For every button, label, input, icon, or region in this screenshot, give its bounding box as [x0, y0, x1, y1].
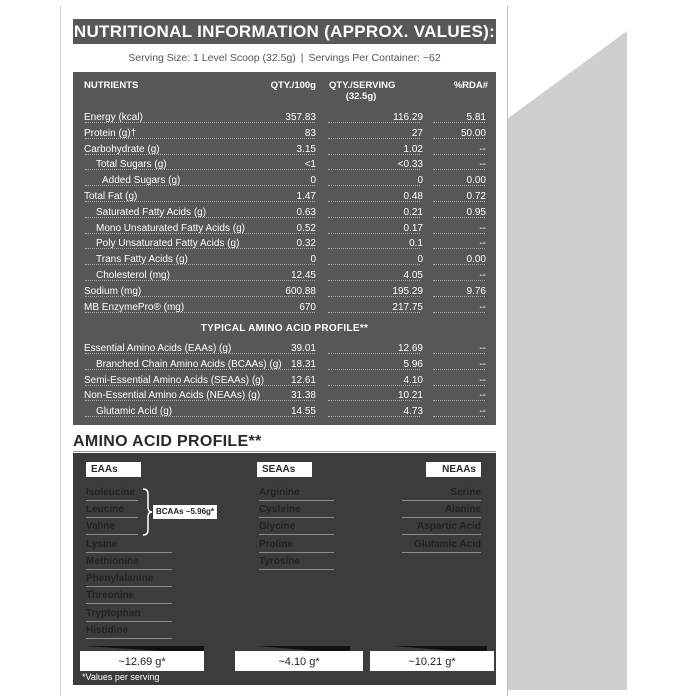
seaa-item: Glycine	[259, 520, 334, 535]
qty-per-100g: 0	[310, 175, 316, 187]
leader-dots	[433, 385, 485, 386]
nutrient-label: Mono Unsaturated Fatty Acids (g)	[96, 222, 245, 234]
leader-dots	[328, 248, 420, 249]
qty-per-100g: 0.32	[296, 238, 316, 250]
rda-percent: --	[479, 159, 486, 171]
header-nutrients: NUTRIENTS	[84, 80, 139, 91]
qty-per-100g: 0.63	[296, 206, 316, 218]
qty-per-serving: 0	[417, 175, 423, 187]
nutrient-row	[73, 174, 496, 190]
leader-dots	[433, 416, 485, 417]
nutrient-label: Energy (kcal)	[84, 112, 143, 123]
servings-per-container: Servings Per Container: ~62	[308, 52, 441, 64]
leader-dots	[433, 233, 485, 234]
nutrient-row	[73, 358, 496, 374]
neaa-item: Aspartic Acid	[402, 520, 481, 535]
nutrient-label: Added Sugars (g)	[102, 175, 181, 187]
nutrient-label: Non-Essential Amino Acids (NEAAs) (g)	[84, 390, 261, 402]
footnote: *Values per serving	[82, 672, 160, 682]
leader-dots	[328, 264, 420, 265]
bcaa-brace-icon	[141, 488, 153, 536]
nutrient-row	[73, 253, 496, 269]
nutrient-row	[73, 301, 496, 317]
qty-per-100g: 12.61	[290, 374, 316, 386]
seaa-item: Cysteine	[259, 503, 334, 518]
rda-percent: --	[479, 374, 486, 386]
nutrient-label: Cholesterol (mg)	[96, 270, 170, 281]
seaas-column-head: SEAAs	[257, 462, 312, 477]
qty-per-serving: <0.33	[397, 159, 423, 171]
rda-percent: --	[479, 390, 486, 402]
seaas-total: ~4.10 g*	[235, 651, 363, 671]
rda-percent: --	[479, 358, 486, 370]
eaa-item: Valine	[86, 520, 138, 535]
qty-per-serving: 4.10	[403, 374, 423, 386]
side-wedge-shape	[507, 31, 627, 690]
amino-profile-subheading: TYPICAL AMINO ACID PROFILE**	[200, 323, 369, 334]
qty-per-100g: 14.55	[290, 406, 316, 418]
leader-dots	[328, 185, 420, 186]
leader-dots	[433, 154, 485, 155]
qty-per-serving: 5.96	[403, 358, 423, 370]
nutrient-label: MB EnzymePro® (mg)	[84, 301, 185, 313]
eaas-total: ~12.69 g*	[80, 651, 204, 671]
rda-percent: --	[479, 270, 486, 281]
qty-per-100g: 31.38	[290, 390, 316, 402]
bcaa-note: BCAAs ~5.96g*	[153, 505, 217, 519]
qty-per-100g: <1	[304, 159, 316, 171]
qty-per-serving: 10.21	[397, 390, 423, 402]
serving-size: Serving Size: 1 Level Scoop (32.5g)	[128, 52, 296, 64]
eaa-item: Tryptophan	[86, 607, 172, 622]
qty-per-serving: 0	[417, 254, 423, 266]
nutrient-row	[73, 269, 496, 285]
nutrient-row	[73, 374, 496, 390]
header-qty-serving-line2: (32.5g)	[345, 91, 377, 102]
nutrient-row	[73, 158, 496, 174]
neaas-column-head: NEAAs	[426, 462, 481, 477]
nutrient-row	[73, 237, 496, 253]
nutrition-title: NUTRITIONAL INFORMATION (APPROX. VALUES):	[73, 19, 496, 44]
nutrient-row	[73, 143, 496, 159]
leader-dots	[433, 280, 485, 281]
qty-per-100g: 83	[304, 127, 316, 139]
qty-per-100g: 600.88	[285, 285, 316, 297]
header-rda: %RDA#	[453, 80, 488, 91]
qty-per-serving: 4.73	[403, 406, 423, 418]
rda-percent: 9.76	[466, 285, 486, 297]
eaa-item: Threonine	[86, 589, 172, 604]
nutrient-label: Sodium (mg)	[84, 285, 142, 297]
header-qty-100g: QTY./100g	[270, 80, 316, 91]
qty-per-serving: 0.17	[403, 222, 423, 234]
rda-percent: --	[479, 406, 486, 418]
neaas-total: ~10.21 g*	[370, 651, 494, 671]
neaa-item: Alanine	[402, 503, 481, 518]
seaa-item: Proline	[259, 538, 334, 553]
nutrient-label: Essential Amino Acids (EAAs) (g)	[84, 343, 232, 354]
qty-per-100g: 1.47	[296, 191, 316, 202]
nutrient-row	[73, 111, 496, 127]
seaa-item: Arginine	[259, 486, 334, 501]
rda-percent: 5.81	[466, 112, 486, 123]
nutrient-label: Glutamic Acid (g)	[96, 406, 173, 418]
rda-percent: --	[479, 222, 486, 234]
qty-per-100g: 0.52	[296, 222, 316, 234]
qty-per-100g: 0	[310, 254, 316, 266]
eaas-column-head: EAAs	[86, 462, 141, 477]
nutrient-row	[73, 222, 496, 238]
qty-per-serving: 27	[411, 127, 423, 139]
eaa-item: Histidine	[86, 624, 172, 639]
neaa-item: Glutamic Acid	[402, 538, 481, 553]
qty-per-serving: 4.05	[403, 270, 423, 281]
serving-separator: |	[300, 52, 304, 64]
rda-percent: 0.00	[466, 254, 486, 266]
rda-percent: 50.00	[460, 127, 486, 139]
nutrient-row	[73, 405, 496, 421]
qty-per-serving: 116.29	[393, 112, 423, 123]
leader-dots	[433, 248, 485, 249]
qty-per-serving: 195.29	[392, 285, 423, 297]
qty-per-serving: 0.1	[409, 238, 423, 250]
heading-rule	[73, 451, 496, 452]
serving-info	[73, 50, 496, 66]
leader-dots	[328, 138, 420, 139]
neaa-item: Serine	[402, 486, 481, 501]
qty-per-serving: 1.02	[403, 143, 423, 155]
nutrient-row	[73, 206, 496, 222]
header-qty-serving-line1: QTY./SERVING	[329, 80, 396, 91]
amino-acid-profile-heading: AMINO ACID PROFILE**	[73, 433, 262, 450]
qty-per-100g: 357.83	[285, 112, 316, 123]
nutrient-row	[73, 389, 496, 405]
rda-percent: 0.00	[466, 175, 486, 187]
nutrition-table	[73, 72, 496, 425]
nutrient-row	[73, 127, 496, 143]
nutrient-label: Total Fat (g)	[84, 191, 138, 202]
eaa-item: Isoleucine	[86, 486, 138, 501]
nutrient-label: Semi-Essential Amino Acids (SEAAs) (g)	[84, 374, 265, 386]
nutrient-label: Trans Fatty Acids (g)	[96, 254, 188, 266]
qty-per-100g: 39.01	[290, 343, 316, 354]
eaa-item: Lysine	[86, 538, 172, 553]
qty-per-100g: 12.45	[290, 270, 316, 281]
nutrient-label: Poly Unsaturated Fatty Acids (g)	[96, 238, 240, 250]
rda-percent: --	[479, 301, 486, 313]
eaa-item: Leucine	[86, 503, 138, 518]
seaa-item: Tyrosine	[259, 555, 334, 570]
rda-percent: --	[479, 343, 486, 354]
nutrient-row	[73, 285, 496, 301]
header-qty-serving	[329, 80, 396, 102]
nutrient-label: Protein (g)†	[84, 127, 137, 139]
eaa-item: Methionine	[86, 555, 172, 570]
qty-per-serving: 0.48	[403, 191, 423, 202]
qty-per-100g: 670	[299, 301, 316, 313]
qty-per-100g: 18.31	[290, 358, 316, 370]
nutrient-label: Saturated Fatty Acids (g)	[96, 206, 207, 218]
rda-percent: --	[479, 143, 486, 155]
leader-dots	[433, 169, 485, 170]
qty-per-serving: 12.69	[397, 343, 423, 354]
nutrient-row	[73, 190, 496, 206]
nutrient-row	[73, 342, 496, 358]
leader-dots	[433, 312, 485, 313]
nutrient-label: Total Sugars (g)	[96, 159, 167, 171]
eaa-item: Phenylalanine	[86, 572, 172, 587]
rda-percent: --	[479, 238, 486, 250]
leader-dots	[433, 353, 485, 354]
qty-per-serving: 0.21	[403, 206, 423, 218]
nutrient-label: Branched Chain Amino Acids (BCAAs) (g)	[96, 358, 282, 370]
rda-percent: 0.95	[466, 206, 486, 218]
rda-percent: 0.72	[466, 191, 486, 202]
qty-per-serving: 217.75	[392, 301, 423, 313]
leader-dots	[433, 369, 485, 370]
nutrient-label: Carbohydrate (g)	[84, 143, 160, 155]
qty-per-100g: 3.15	[296, 143, 316, 155]
leader-dots	[433, 400, 485, 401]
